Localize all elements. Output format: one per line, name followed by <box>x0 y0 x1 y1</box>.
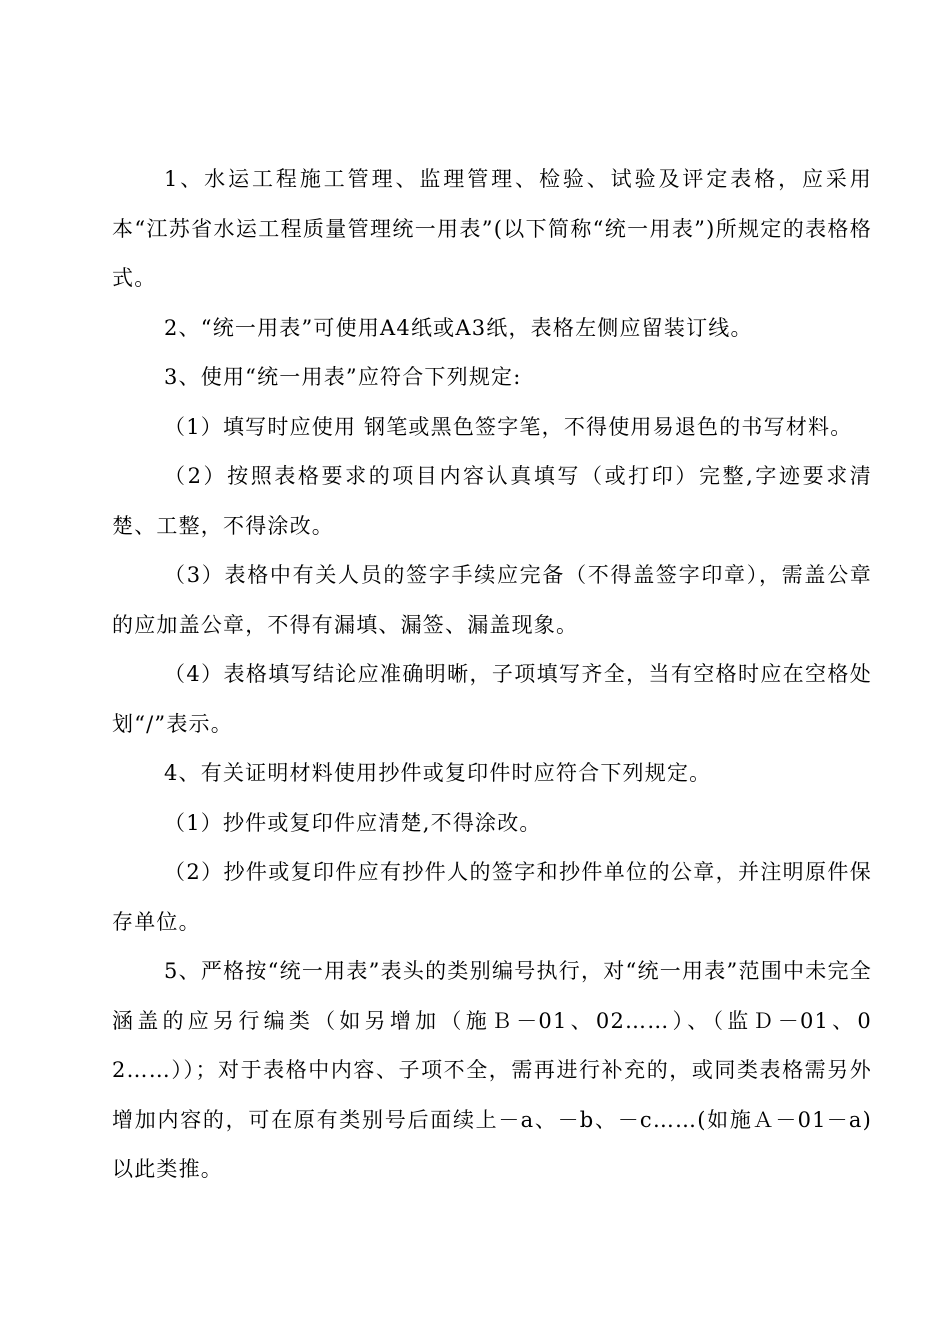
paragraph-3-2: （2）按照表格要求的项目内容认真填写（或打印）完整,字迹要求清楚、工整，不得涂改。 <box>112 464 872 538</box>
paragraph-4: 4、有关证明材料使用抄件或复印件时应符合下列规定。 <box>164 761 712 785</box>
paragraph-3-1: （1）填写时应使用 钢笔或黑色签字笔，不得使用易退色的书写材料。 <box>164 414 853 439</box>
paragraph-2: 2、“统一用表”可使用A4纸或A3纸，表格左侧应留装订线。 <box>164 315 753 340</box>
paragraph-1: 1、水运工程施工管理、监理管理、检验、试验及评定表格，应采用本“江苏省水运工程质量管理统一用表”(以下简称“统一用表”)所规定的表格格式。 <box>112 167 872 290</box>
paragraph-4-2: （2）抄件或复印件应有抄件人的签字和抄件单位的公章，并注明原件保存单位。 <box>112 860 872 934</box>
paragraph-4-1: （1）抄件或复印件应清楚,不得涂改。 <box>164 810 542 835</box>
paragraph-3: 3、使用“统一用表”应符合下列规定: <box>164 365 522 389</box>
document-body <box>112 155 872 1195</box>
paragraph-3-4: （4）表格填写结论应准确明晰，子项填写齐全，当有空格时应在空格处划“/”表示。 <box>112 662 872 736</box>
paragraph-3-3: （3）表格中有关人员的签字手续应完备（不得盖签字印章），需盖公章的应加盖公章，不得有漏填、漏签、漏盖现象。 <box>112 563 872 637</box>
paragraph-5: 5、严格按“统一用表”表头的类别编号执行，对“统一用表”范围中未完全涵盖的应另行编类（如另增加（施Ｂ－01、02……）、（监Ｄ－01、02……））；对于表格中内容、子项不全，需再进行补充的，或同类表格需另外增加内容的，可在原有类别号后面续上－a、－b、－c……(如施Ａ－01－a)以此类推。 <box>112 959 872 1181</box>
